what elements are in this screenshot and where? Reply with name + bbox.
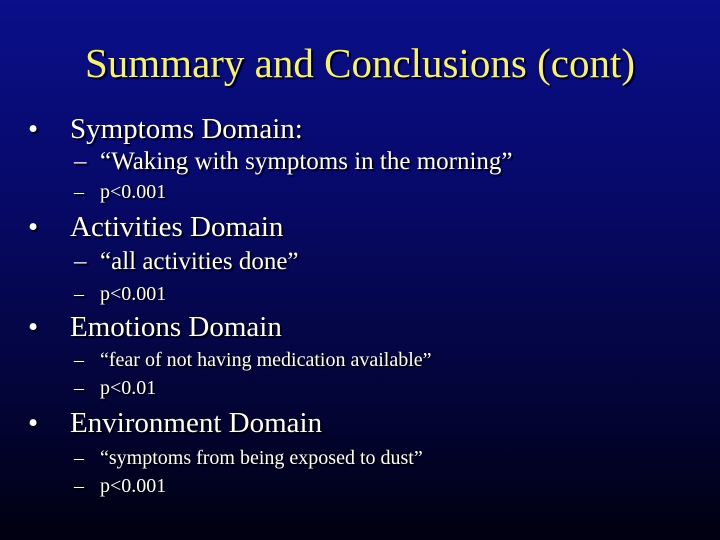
quote-text: “Waking with symptoms in the morning”: [100, 148, 513, 175]
bullet-activities-domain: [28, 210, 283, 244]
slide-title: Summary and Conclusions (cont): [84, 40, 636, 86]
sub-bullet-pvalue: [74, 180, 166, 204]
bullet-heading: Environment Domain: [70, 407, 323, 439]
dash: –: [74, 447, 84, 469]
sub-bullet-pvalue: [74, 376, 156, 400]
bullet-emotions-domain: [28, 310, 282, 344]
sub-bullet-pvalue: [74, 474, 166, 498]
bullet-heading: Emotions Domain: [70, 311, 282, 343]
pvalue-text: p<0.001: [100, 283, 167, 305]
sub-bullet-quote: [74, 446, 423, 470]
dash: –: [74, 148, 87, 175]
quote-text: “all activities done”: [100, 248, 299, 275]
bullet-dot: •: [28, 311, 39, 343]
bullet-symptoms-domain: [28, 112, 303, 146]
dash: –: [74, 181, 84, 203]
sub-bullet-pvalue: [74, 282, 166, 306]
pvalue-text: p<0.001: [100, 181, 167, 203]
bullet-heading: Activities Domain: [70, 211, 284, 243]
dash: –: [74, 248, 87, 275]
sub-bullet-quote: [74, 247, 299, 277]
dash: –: [74, 475, 84, 497]
pvalue-text: p<0.01: [100, 377, 157, 399]
bullet-heading: Symptoms Domain:: [70, 113, 303, 145]
quote-text: “fear of not having medication available”: [100, 349, 432, 371]
sub-bullet-quote: [74, 348, 432, 372]
sub-bullet-quote: [74, 147, 513, 177]
quote-text: “symptoms from being exposed to dust”: [100, 447, 423, 469]
pvalue-text: p<0.001: [100, 475, 167, 497]
dash: –: [74, 283, 84, 305]
dash: –: [74, 349, 84, 371]
bullet-dot: •: [28, 407, 39, 439]
dash: –: [74, 377, 84, 399]
bullet-dot: •: [28, 113, 39, 145]
bullet-environment-domain: [28, 406, 322, 440]
bullet-dot: •: [28, 211, 39, 243]
